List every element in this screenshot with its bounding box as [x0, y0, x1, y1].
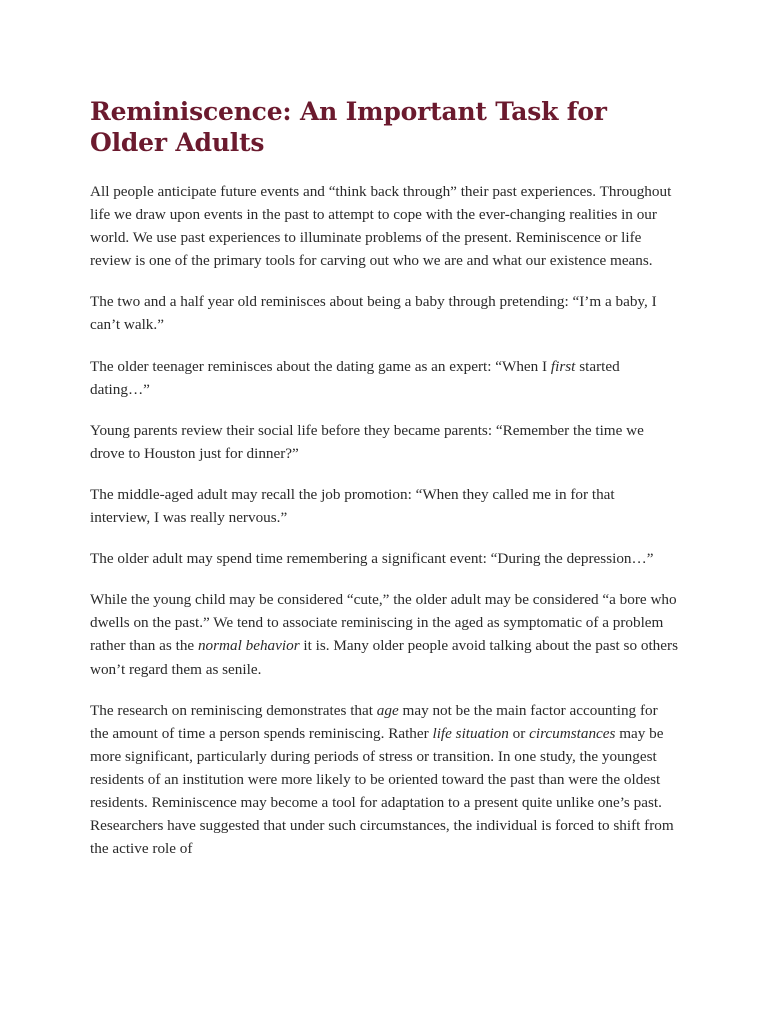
text-run: While the young child may be considered “cute,” the older adult may be considered “a bore who dwells on the past.” We tend to associate reminiscing in the aged as symptomatic of a problem rather than as the [90, 591, 677, 655]
text-run: The research on reminiscing demonstrates that [90, 701, 377, 719]
text-run: The older teenager reminisces about the dating game as an expert: “When I [90, 357, 551, 375]
paragraph-toddler: The two and a half year old reminisces about being a baby through pretending: “I’m a baby, I can’t walk.” [90, 293, 657, 334]
paragraph-teenager [90, 355, 678, 401]
paragraph-older-adult: The older adult may spend time remembering a significant event: “During the depression…” [90, 550, 654, 568]
emphasis-text: life situation [432, 724, 509, 742]
emphasis-text: normal behavior [197, 637, 300, 655]
article-title: Reminiscence: An Important Task for Older Adults [90, 97, 607, 157]
paragraph-young-parents: Young parents review their social life before they became parents: “Remember the time we drove to Houston just for dinner?” [90, 421, 644, 462]
paragraph-intro: All people anticipate future events and “think back through” their past experiences. Throughout life we draw upon events in the past to attempt to cope with the ever-changing realities in our world. We use past experiences to illuminate problems of the present. Reminiscence or life review is one of the primary tools for carving out who we are and what our existence means. [90, 183, 672, 270]
text-run: may be more significant, particularly during periods of stress or transition. In one study, the youngest residents of an institution were more likely to be oriented toward the past than were the oldest residents. Reminiscence may become a tool for adaptation to a present quite unlike one’s past. Researchers have suggested that under such circumstances, the individual is forced to shift from the active role of [90, 724, 674, 858]
text-run: it is. Many older people avoid talking about the past so others won’t regard them as senile. [90, 637, 678, 678]
emphasis-text: age [376, 701, 399, 719]
emphasis-text: circumstances [529, 724, 616, 742]
text-run: or [508, 724, 530, 742]
paragraph-middle-aged: The middle-aged adult may recall the job promotion: “When they called me in for that interview, I was really nervous.” [90, 485, 615, 527]
article [90, 96, 678, 878]
emphasis-text: first [550, 357, 576, 375]
paragraph-perception [90, 588, 678, 680]
paragraph-research [90, 699, 678, 861]
text-run: may not be the main factor accounting for the amount of time a person spends reminiscing. Rather [90, 701, 658, 742]
text-run: started dating…” [90, 357, 620, 398]
